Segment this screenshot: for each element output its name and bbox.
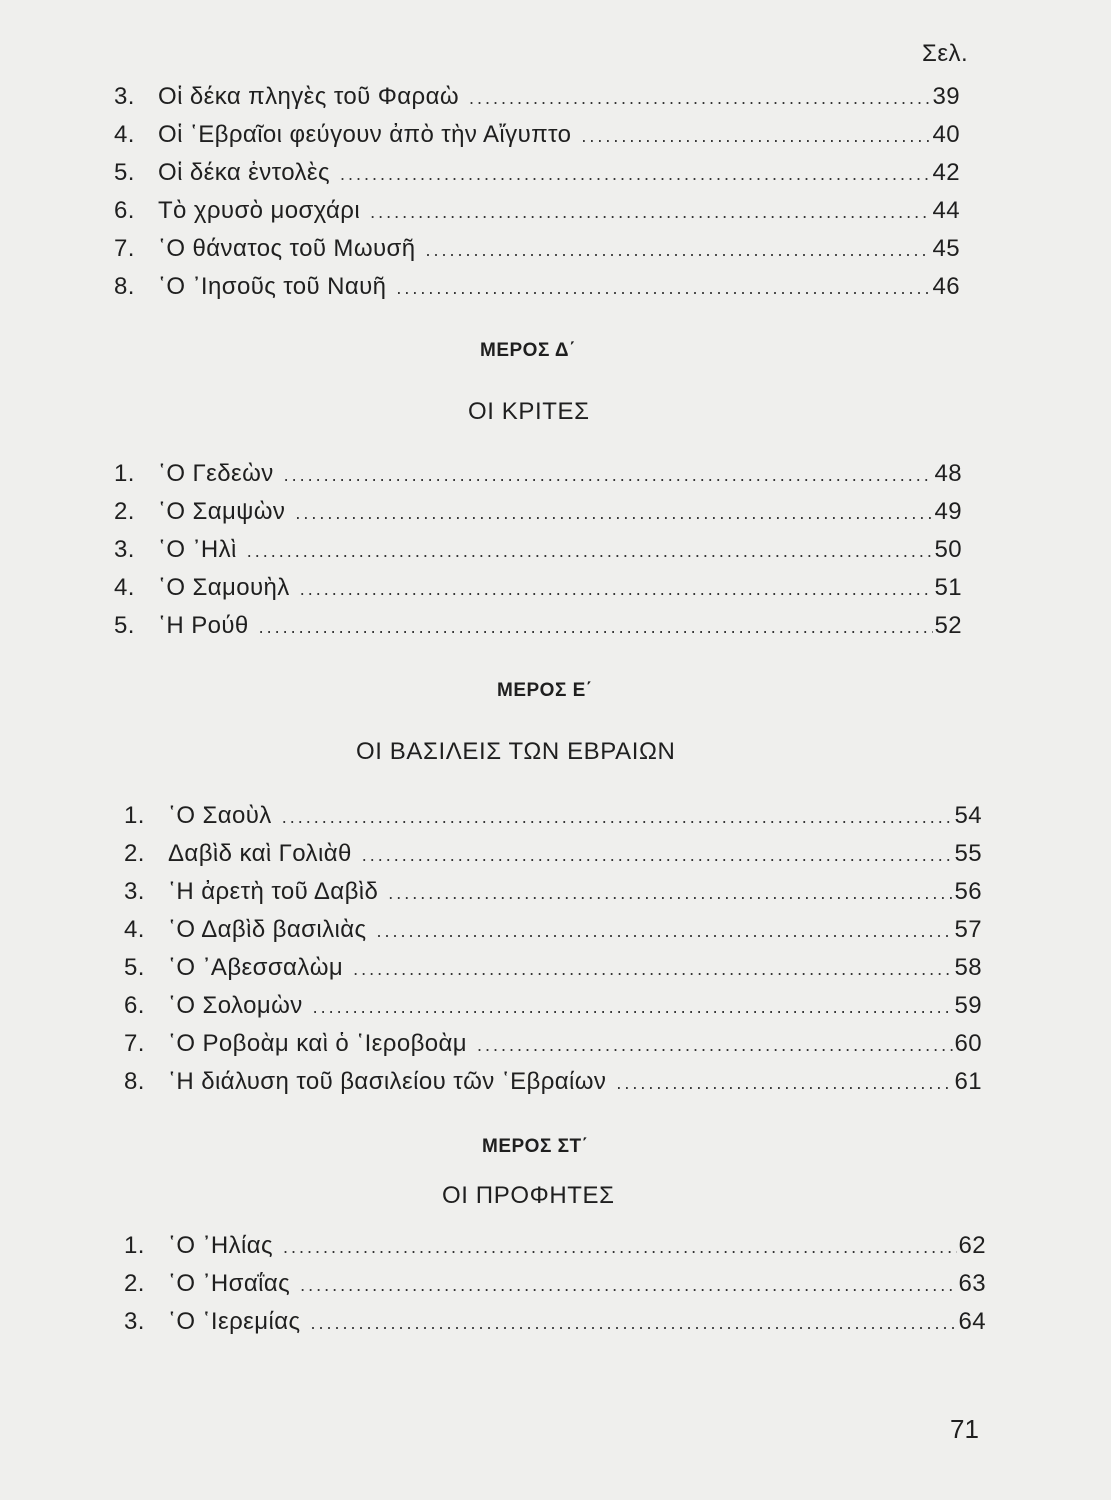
- dot-leader: [283, 1237, 956, 1258]
- entry-number: 1.: [114, 460, 135, 487]
- part-d-title: ΟΙ ΚΡΙΤΕΣ: [468, 398, 590, 425]
- toc-entry: [124, 878, 982, 916]
- entry-number: 7.: [114, 235, 135, 262]
- toc-entry: [124, 1308, 986, 1346]
- entry-number: 2.: [124, 840, 145, 867]
- entry-number: 3.: [124, 1308, 145, 1335]
- dot-leader: [295, 503, 932, 524]
- entry-page: 63: [958, 1270, 986, 1297]
- entry-title: Οἱ δέκα πληγὲς τοῦ Φαραὼ: [158, 83, 459, 110]
- entry-title: ῾Η Ρούθ: [158, 612, 249, 639]
- entry-title: Δαβὶδ καὶ Γολιὰθ: [168, 840, 352, 867]
- toc-entry: [124, 916, 982, 954]
- toc-entry: [114, 121, 960, 159]
- dot-leader: [376, 921, 952, 942]
- entry-title: ῾Ο θάνατος τοῦ Μωυσῆ: [158, 235, 416, 262]
- toc-entry: [114, 536, 962, 574]
- entry-title: ῾Ο Δαβὶδ βασιλιὰς: [168, 916, 367, 943]
- entry-page: 55: [954, 840, 982, 867]
- dot-leader: [396, 278, 930, 299]
- part-f-label: ΜΕΡΟΣ ΣΤ΄: [482, 1136, 589, 1157]
- entry-page: 52: [934, 612, 962, 639]
- entry-number: 8.: [124, 1068, 145, 1095]
- entry-title: ῾Ο ᾿Ησαΐας: [168, 1270, 291, 1297]
- entry-title: ῾Ο ῾Ιερεμίας: [168, 1308, 301, 1335]
- part-e-label: ΜΕΡΟΣ Ε΄: [497, 680, 593, 701]
- toc-list-part-f: [124, 1232, 986, 1346]
- toc-entry: [114, 235, 960, 273]
- entry-page: 60: [954, 1030, 982, 1057]
- entry-page: 48: [934, 460, 962, 487]
- dot-leader: [282, 807, 953, 828]
- toc-entry: [124, 1068, 982, 1106]
- entry-number: 6.: [114, 197, 135, 224]
- toc-entry: [114, 273, 960, 311]
- entry-number: 5.: [114, 159, 135, 186]
- toc-entry: [114, 612, 962, 650]
- toc-entry: [124, 802, 982, 840]
- dot-leader: [469, 88, 931, 109]
- entry-page: 56: [954, 878, 982, 905]
- entry-number: 1.: [124, 1232, 145, 1259]
- entry-page: 39: [932, 83, 960, 110]
- entry-title: Οἱ δέκα ἐντολὲς: [158, 159, 330, 186]
- entry-number: 3.: [114, 536, 135, 563]
- toc-entry: [124, 1232, 986, 1270]
- dot-leader: [362, 845, 953, 866]
- entry-number: 1.: [124, 802, 145, 829]
- toc-entry: [124, 840, 982, 878]
- dot-leader: [259, 617, 933, 638]
- dot-leader: [425, 240, 930, 261]
- entry-page: 50: [934, 536, 962, 563]
- part-e-title: ΟΙ ΒΑΣΙΛΕΙΣ ΤΩΝ ΕΒΡΑΙΩΝ: [356, 738, 676, 765]
- entry-title: ῾Ο Σολομὼν: [168, 992, 303, 1019]
- entry-number: 7.: [124, 1030, 145, 1057]
- toc-entry: [124, 954, 982, 992]
- entry-title: Τὸ χρυσὸ μοσχάρι: [158, 197, 361, 224]
- toc-list-part-d: [114, 460, 962, 650]
- part-f-title: ΟΙ ΠΡΟΦΗΤΕΣ: [442, 1182, 615, 1209]
- entry-title: ῾Ο ᾿Ηλίας: [168, 1232, 274, 1259]
- entry-title: ῾Ο ᾿Ηλὶ: [158, 536, 237, 563]
- entry-page: 57: [954, 916, 982, 943]
- dot-leader: [616, 1073, 952, 1094]
- toc-entry: [124, 1030, 982, 1068]
- entry-number: 3.: [124, 878, 145, 905]
- toc-list-section-c: [114, 83, 960, 311]
- toc-entry: [124, 1270, 986, 1308]
- dot-leader: [300, 1275, 956, 1296]
- entry-page: 40: [932, 121, 960, 148]
- entry-page: 64: [958, 1308, 986, 1335]
- entry-title: Οἱ ῾Εβραῖοι φεύγουν ἀπὸ τὴν Αἴγυπτο: [158, 121, 572, 148]
- entry-page: 51: [934, 574, 962, 601]
- dot-leader: [247, 541, 933, 562]
- entry-title: ῾Ο ᾿Ιησοῦς τοῦ Ναυῆ: [158, 273, 387, 300]
- entry-number: 3.: [114, 83, 135, 110]
- entry-page: 54: [954, 802, 982, 829]
- entry-number: 2.: [124, 1270, 145, 1297]
- entry-title: ῾Η ἀρετὴ τοῦ Δαβὶδ: [168, 878, 379, 905]
- toc-entry: [114, 159, 960, 197]
- entry-page: 49: [934, 498, 962, 525]
- page-column-label: Σελ.: [922, 40, 969, 67]
- entry-title: ῾Η διάλυση τοῦ βασιλείου τῶν ῾Εβραίων: [168, 1068, 607, 1095]
- entry-title: ῾Ο Σαμουὴλ: [158, 574, 290, 601]
- dot-leader: [284, 465, 933, 486]
- dot-leader: [300, 579, 933, 600]
- dot-leader: [310, 1313, 956, 1334]
- toc-entry: [114, 574, 962, 612]
- entry-title: ῾Ο ᾿Αβεσσαλὼμ: [168, 954, 344, 981]
- entry-number: 6.: [124, 992, 145, 1019]
- entry-title: ῾Ο Ροβοὰμ καὶ ὁ ῾Ιεροβοὰμ: [168, 1030, 468, 1057]
- entry-number: 4.: [114, 574, 135, 601]
- dot-leader: [353, 959, 952, 980]
- page-number: 71: [950, 1414, 979, 1444]
- dot-leader: [370, 202, 930, 223]
- entry-number: 5.: [114, 612, 135, 639]
- entry-title: ῾Ο Γεδεὼν: [158, 460, 274, 487]
- entry-title: ῾Ο Σαμψὼν: [158, 498, 286, 525]
- toc-entry: [114, 460, 962, 498]
- entry-number: 4.: [114, 121, 135, 148]
- toc-list-part-e: [124, 802, 982, 1106]
- entry-page: 62: [958, 1232, 986, 1259]
- entry-title: ῾Ο Σαοὺλ: [168, 802, 272, 829]
- dot-leader: [313, 997, 953, 1018]
- entry-number: 4.: [124, 916, 145, 943]
- entry-page: 61: [954, 1068, 982, 1095]
- entry-page: 58: [954, 954, 982, 981]
- entry-number: 8.: [114, 273, 135, 300]
- dot-leader: [340, 164, 931, 185]
- dot-leader: [581, 126, 930, 147]
- entry-number: 2.: [114, 498, 135, 525]
- entry-page: 44: [932, 197, 960, 224]
- entry-page: 59: [954, 992, 982, 1019]
- dot-leader: [477, 1035, 952, 1056]
- toc-entry: [124, 992, 982, 1030]
- toc-entry: [114, 498, 962, 536]
- entry-page: 46: [932, 273, 960, 300]
- toc-entry: [114, 197, 960, 235]
- part-d-label: ΜΕΡΟΣ Δ΄: [480, 340, 576, 361]
- entry-page: 45: [932, 235, 960, 262]
- entry-number: 5.: [124, 954, 145, 981]
- entry-page: 42: [932, 159, 960, 186]
- dot-leader: [388, 883, 952, 904]
- toc-entry: [114, 83, 960, 121]
